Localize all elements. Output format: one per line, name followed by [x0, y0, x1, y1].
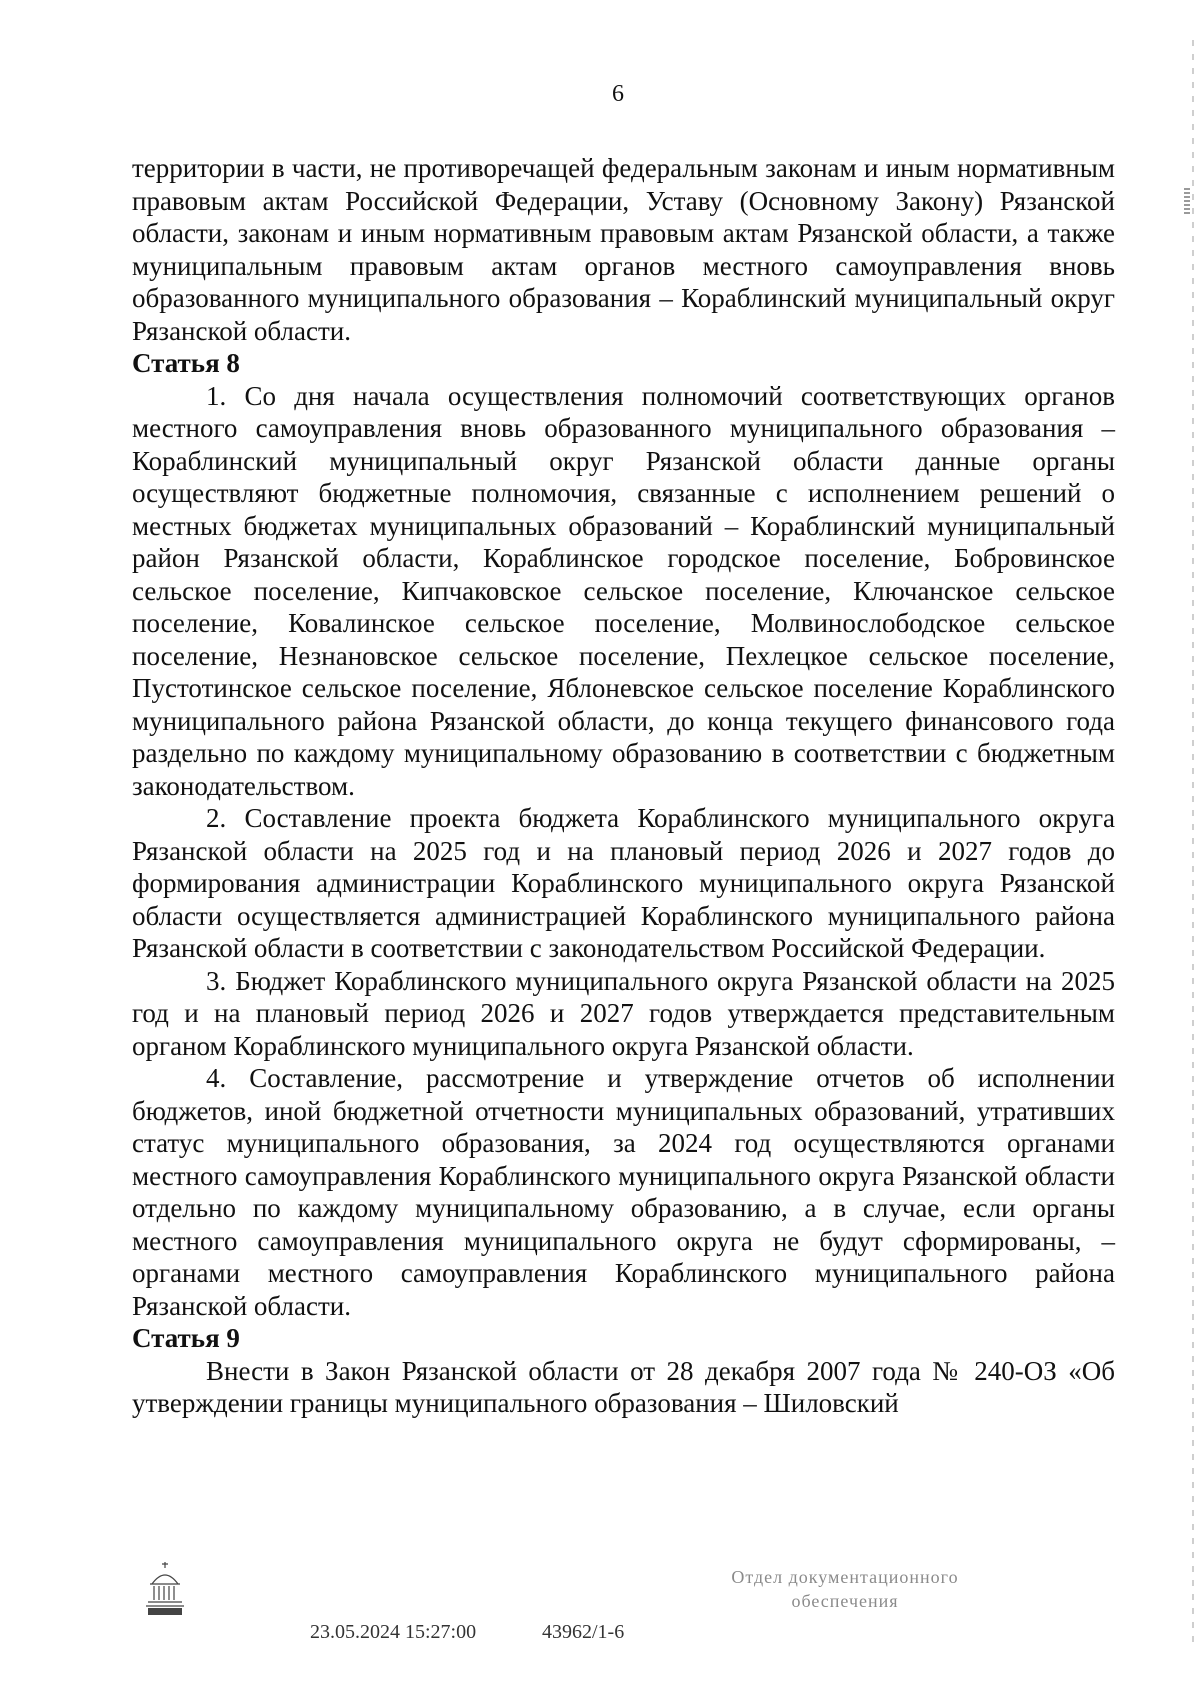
department-stamp-line-2: обеспечения — [791, 1591, 899, 1611]
intro-paragraph: территории в части, не противоречащей федеральным законам и иным нормативным правовым актам Российской Федерации, Уставу (Основному Закону) Рязанской области, законам и иным нормативным правовым актам Рязанской области, а также муниципальным правовым актам органов местного самоуправления вновь образованного муниципального образования – Кораблинский муниципальный округ Рязанской области. — [132, 153, 1115, 346]
article-9-heading: Статья 9 — [132, 1323, 240, 1353]
registration-number: 43962/1-6 — [542, 1621, 625, 1643]
document-body — [132, 152, 1115, 1420]
article-9-paragraph-1: Внести в Закон Рязанской области от 28 декабря 2007 года № 240-ОЗ «Об утверждении границы муниципального образования – Шиловский — [132, 1355, 1115, 1418]
article-8-paragraph-2: 2. Составление проекта бюджета Кораблинского муниципального округа Рязанской области на 2025 год и на плановый период 2026 и 2027 годов до формирования администрации Кораблинского муниципального округа Рязанской области осуществляется администрацией Кораблинского муниципального района Рязанской области в соответствии с законодательством Российской Федерации. — [132, 803, 1115, 963]
article-8-paragraph-4: 4. Составление, рассмотрение и утверждение отчетов об исполнении бюджетов, иной бюджетной отчетности муниципальных образований, утративших статус муниципального образования, за 2024 год осуществляются органами местного самоуправления Кораблинского муниципального округа Рязанской области отдельно по каждому муниципальному образованию, а в случае, если органы местного самоуправления муниципального округа не будут сформированы, – органами местного самоуправления Кораблинского муниципального района Рязанской области. — [132, 1063, 1115, 1321]
duma-logo-icon — [140, 1558, 190, 1618]
article-8-paragraph-1: 1. Со дня начала осуществления полномочий соответствующих органов местного самоуправления вновь образованного муниципального образования – Кораблинский муниципальный округ Рязанской области данные органы осуществляют бюджетные полномочия, связанные с исполнением решений о местных бюджетах муниципальных образований – Кораблинский муниципальный район Рязанской области, Кораблинское городское поселение, Бобровинское сельское поселение, Кипчаковское сельское поселение, Ключанское сельское поселение, Ковалинское сельское поселение, Молвинослободское сельское поселение, Незнановское сельское поселение, Пехлецкое сельское поселение, Пустотинское сельское поселение, Яблоневское сельское поселение Кораблинского муниципального района Рязанской области, до конца текущего финансового года раздельно по каждому муниципальному образованию в соответствии с бюджетным законодательством. — [132, 380, 1115, 801]
page-number: 6 — [612, 81, 624, 107]
registration-timestamp: 23.05.2024 15:27:00 — [310, 1621, 477, 1643]
scan-edge-artifact — [1192, 40, 1194, 1650]
department-stamp-line-1: Отдел документационного — [731, 1567, 959, 1587]
article-8-heading: Статья 8 — [132, 348, 240, 378]
article-8-paragraph-3: 3. Бюджет Кораблинского муниципального округа Рязанской области на 2025 год и на плановый период 2026 и 2027 годов утверждается представительным органом Кораблинского муниципального округа Рязанской области. — [132, 965, 1115, 1061]
scan-mark-artifact — [1184, 188, 1190, 216]
department-stamp — [695, 1565, 995, 1613]
